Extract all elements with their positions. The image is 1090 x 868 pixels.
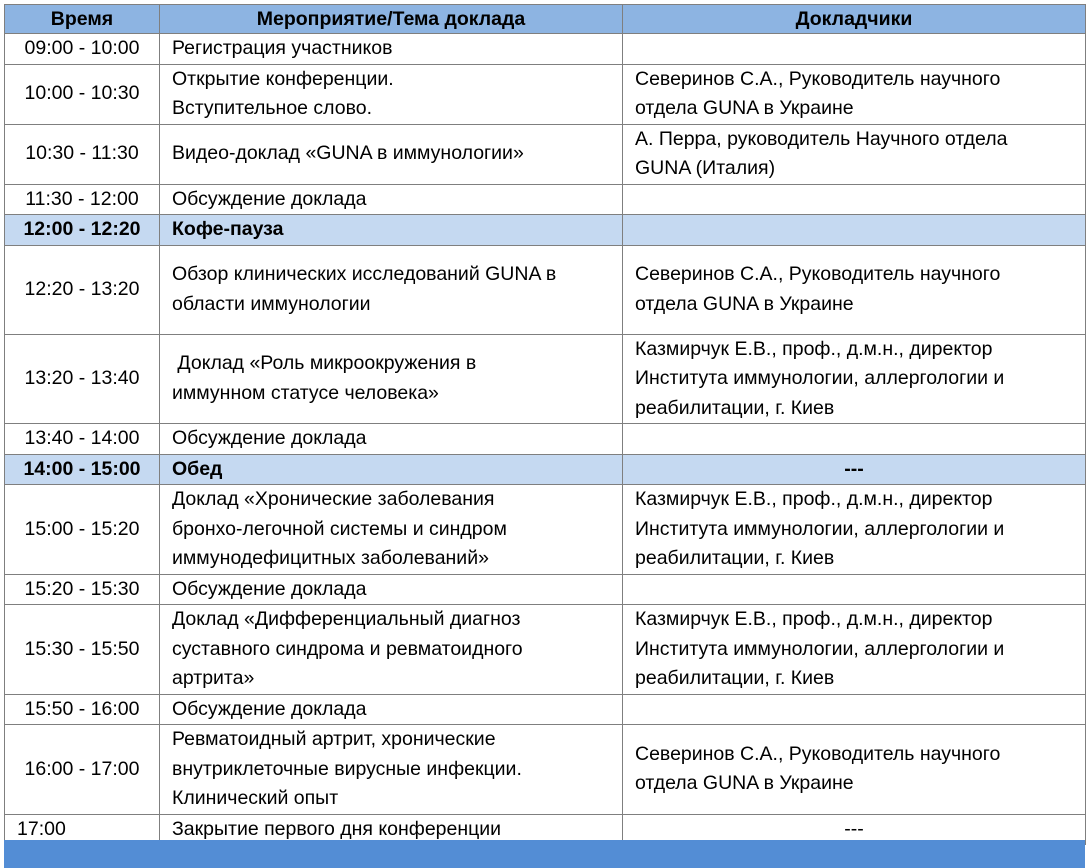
cell-time: 13:20 - 13:40 [5,334,160,424]
cell-time: 10:00 - 10:30 [5,64,160,124]
column-header-speakers: Докладчики [623,5,1086,34]
table-row [5,64,1086,124]
cell-speakers [623,694,1086,725]
column-header-topic: Мероприятие/Тема доклада [160,5,623,34]
cell-time: 09:00 - 10:00 [5,34,160,65]
cell-topic: Обсуждение доклада [160,574,623,605]
cell-time: 12:00 - 12:20 [5,215,160,246]
cell-topic: Доклад «Хронические заболевания бронхо-легочной системы и синдром иммунодефицитных заболеваний» [160,485,623,575]
cell-speakers: Северинов С.А., Руководитель научного отдела GUNA в Украине [623,725,1086,815]
cell-speakers [623,215,1086,246]
cell-time: 15:30 - 15:50 [5,605,160,695]
cell-topic: Обсуждение доклада [160,424,623,455]
cell-topic: Обсуждение доклада [160,694,623,725]
cell-topic: Обзор клинических исследований GUNA в области иммунологии [160,245,623,334]
cell-speakers [623,34,1086,65]
cell-speakers: Казмирчук Е.В., проф., д.м.н., директор Института иммунологии, аллергологии и реабилитации, г. Киев [623,334,1086,424]
cell-time: 16:00 - 17:00 [5,725,160,815]
cell-topic: Видео-доклад «GUNA в иммунологии» [160,124,623,184]
cell-time: 12:20 - 13:20 [5,245,160,334]
cell-time: 11:30 - 12:00 [5,184,160,215]
cell-speakers: Северинов С.А., Руководитель научного отдела GUNA в Украине [623,64,1086,124]
cell-speakers: Казмирчук Е.В., проф., д.м.н., директор Института иммунологии, аллергологии и реабилитации, г. Киев [623,485,1086,575]
cell-time: 10:30 - 11:30 [5,124,160,184]
footer-band [4,840,1085,868]
table-row [5,424,1086,455]
cell-speakers: --- [623,814,1086,845]
cell-topic: Регистрация участников [160,34,623,65]
table-row [5,485,1086,575]
table-row [5,694,1086,725]
cell-topic: Доклад «Дифференциальный диагноз суставного синдрома и ревматоидного артрита» [160,605,623,695]
table-row [5,184,1086,215]
table-row [5,245,1086,334]
cell-topic: Обсуждение доклада [160,184,623,215]
table-row [5,725,1086,815]
cell-speakers: --- [623,454,1086,485]
cell-topic: Обед [160,454,623,485]
cell-speakers: Северинов С.А., Руководитель научного отдела GUNA в Украине [623,245,1086,334]
cell-topic: Кофе-пауза [160,215,623,246]
cell-time: 15:20 - 15:30 [5,574,160,605]
cell-topic: Закрытие первого дня конференции [160,814,623,845]
table-row [5,605,1086,695]
cell-speakers [623,574,1086,605]
cell-speakers: Казмирчук Е.В., проф., д.м.н., директор Института иммунологии, аллергологии и реабилитации, г. Киев [623,605,1086,695]
table-row [5,574,1086,605]
table-row [5,334,1086,424]
cell-time: 17:00 [5,814,160,845]
cell-time: 13:40 - 14:00 [5,424,160,455]
program-table [4,4,1086,845]
table-row [5,454,1086,485]
header-row [5,5,1086,34]
table-row [5,215,1086,246]
cell-time: 15:00 - 15:20 [5,485,160,575]
program-rows [5,34,1086,845]
cell-speakers: А. Перра, руководитель Научного отдела GUNA (Италия) [623,124,1086,184]
cell-topic: Доклад «Роль микроокружения в иммунном статусе человека» [160,334,623,424]
cell-speakers [623,184,1086,215]
cell-topic: Открытие конференции. Вступительное слово. [160,64,623,124]
table-row [5,34,1086,65]
cell-topic: Ревматоидный артрит, хронические внутриклеточные вирусные инфекции. Клинический опыт [160,725,623,815]
cell-time: 15:50 - 16:00 [5,694,160,725]
cell-time: 14:00 - 15:00 [5,454,160,485]
table-row [5,124,1086,184]
cell-speakers [623,424,1086,455]
column-header-time: Время [5,5,160,34]
